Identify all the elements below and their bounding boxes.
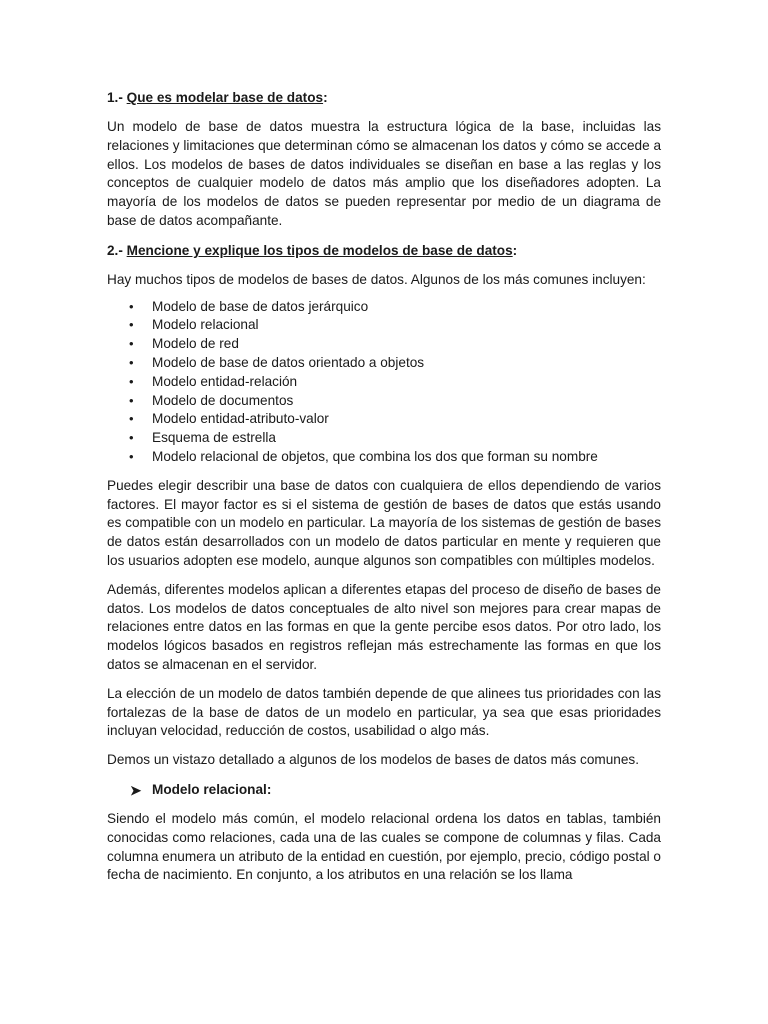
subsection-paragraph: Siendo el modelo más común, el modelo relacional ordena los datos en tablas, también conocidas como relaciones, cada una de las cuales se compone de columnas y filas. Cada columna enumera un atributo de la entidad en cuestión, por ejemplo, precio, código postal o fecha de nacimiento. En conjunto, a los atributos en una relación se los llama (107, 810, 661, 883)
model-list (107, 298, 661, 467)
list-item (107, 392, 661, 411)
bullet-icon: • (129, 411, 134, 427)
section-1-number: 1.- (107, 90, 127, 105)
paragraph-factors: Puedes elegir describir una base de datos con cualquiera de ellos dependiendo de varios factores. El mayor factor es si el sistema de gestión de bases de datos que estás usando es compatible con un modelo en particular. La mayoría de los sistemas de gestión de bases de datos están desarrollados con un modelo de datos particular en mente y requieren que los usuarios adopten ese modelo, aunque algunos son compatibles con múltiples modelos. (107, 477, 661, 568)
list-item (107, 335, 661, 354)
list-item-text: Modelo entidad-atributo-valor (152, 411, 329, 427)
list-item-text: Modelo relacional de objetos, que combina los dos que forman su nombre (152, 448, 598, 464)
section-1-heading (107, 88, 661, 108)
subsection-title: Modelo relacional: (152, 781, 272, 797)
bullet-icon: • (129, 448, 134, 464)
section-1-colon: : (323, 90, 328, 105)
list-item-text: Esquema de estrella (152, 430, 276, 446)
section-1-paragraph: Un modelo de base de datos muestra la estructura lógica de la base, incluidas las relaciones y limitaciones que determinan cómo se almacenan los datos y cómo se accede a ellos. Los modelos de bases de datos individuales se diseñan en base a las reglas y los conceptos de cualquier modelo de datos más amplio que los diseñadores adopten. La mayoría de los modelos de datos se pueden representar por medio de un diagrama de base de datos acompañante. (107, 119, 661, 228)
list-item (107, 448, 661, 467)
list-item (107, 410, 661, 429)
bullet-icon: • (129, 336, 134, 352)
section-2-number: 2.- (107, 242, 127, 258)
bullet-icon: • (129, 430, 134, 446)
paragraph-stages: Además, diferentes modelos aplican a diferentes etapas del proceso de diseño de bases de datos. Los modelos de datos conceptuales de alto nivel son mejores para crear mapas de relaciones entre datos en las formas en que la gente percibe esos datos. Por otro lado, los modelos lógicos basados en registros reflejan más estrechamente las formas en que los datos se almacenan en el servidor. (107, 581, 661, 672)
section-1-title: Que es modelar base de datos (126, 90, 324, 105)
list-item-text: Modelo de base de datos jerárquico (152, 298, 369, 314)
list-item-text: Modelo entidad-relación (152, 373, 298, 389)
list-item (107, 316, 661, 335)
bullet-icon: • (129, 373, 134, 389)
section-2-title: Mencione y explique los tipos de modelos de base de datos (126, 242, 513, 258)
list-item (107, 429, 661, 448)
list-item-text: Modelo de documentos (152, 392, 294, 408)
section-2-colon: : (512, 242, 518, 258)
list-item (107, 298, 661, 317)
bullet-icon: • (129, 317, 134, 333)
document-page (107, 88, 661, 895)
bullet-icon: • (129, 354, 134, 370)
list-item (107, 354, 661, 373)
list-item-text: Modelo de base de datos orientado a objetos (152, 354, 425, 370)
bullet-icon: • (129, 392, 134, 408)
list-item-text: Modelo de red (152, 336, 239, 352)
subsection-heading (107, 780, 661, 800)
paragraph-overview: Demos un vistazo detallado a algunos de los modelos de bases de datos más comunes. (107, 752, 639, 768)
arrow-bullet-icon: ➤ (130, 782, 142, 798)
bullet-icon: • (129, 298, 134, 314)
list-item (107, 373, 661, 392)
paragraph-priorities: La elección de un modelo de datos también depende de que alinees tus prioridades con las fortalezas de la base de datos de un modelo en particular, ya sea que esas prioridades incluyan velocidad, reducción de costos, usabilidad o algo más. (107, 685, 661, 739)
section-2-intro: Hay muchos tipos de modelos de bases de datos. Algunos de los más comunes incluyen: (107, 271, 646, 287)
list-item-text: Modelo relacional (152, 317, 259, 333)
section-2-heading (107, 241, 661, 261)
